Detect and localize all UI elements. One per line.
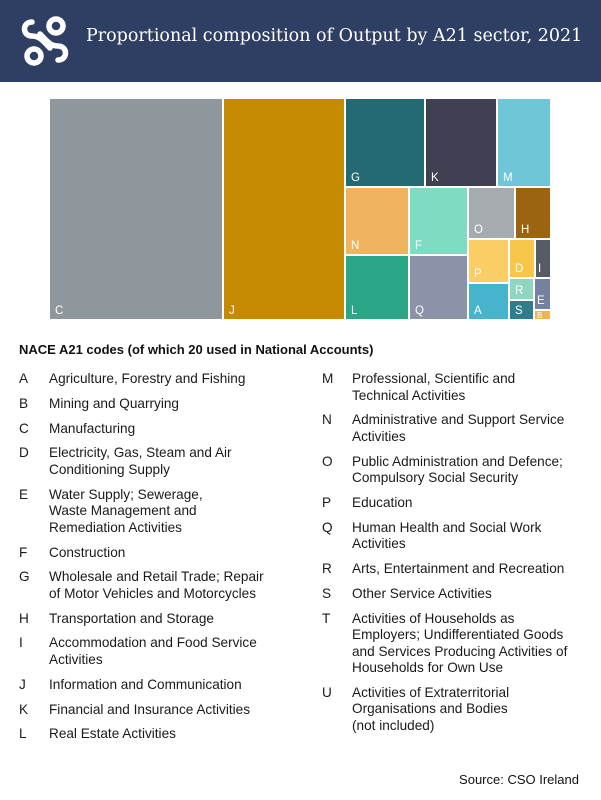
treemap-label-o: O (474, 224, 483, 236)
treemap-cell-d (510, 240, 534, 277)
treemap-label-s: S (515, 305, 523, 317)
treemap-label-l: L (351, 305, 358, 317)
legend-description: Other Service Activities (352, 585, 492, 601)
legend-code: G (19, 569, 30, 585)
legend-title: NACE A21 codes (of which 20 used in National Accounts) (19, 342, 374, 357)
legend-code: T (322, 610, 331, 626)
legend-code: R (322, 561, 332, 576)
treemap-cell-q (410, 256, 467, 319)
legend-code: I (19, 635, 23, 651)
treemap-cell-j (224, 99, 344, 319)
legend-description: Real Estate Activities (49, 726, 176, 742)
treemap-cell-p (469, 240, 508, 282)
treemap-cell-c (50, 99, 222, 319)
legend-description: Construction (49, 544, 126, 560)
legend-description: Accommodation and Food Service Activities (49, 635, 257, 667)
treemap-cell-e (535, 279, 550, 309)
chart-title: Proportional composition of Output by A21 sector, 2021 (86, 26, 583, 46)
treemap-cell-a (469, 284, 508, 319)
legend-description: Administrative and Support Service Activities (352, 412, 565, 444)
legend-code: A (19, 371, 29, 386)
legend-description: Financial and Insurance Activities (49, 701, 250, 717)
legend-code: M (322, 371, 334, 386)
legend-description: Electricity, Gas, Steam and Air Conditioning Supply (49, 445, 232, 477)
treemap-cell-f (410, 188, 467, 254)
treemap-cell-r (510, 279, 533, 299)
treemap-rect-c (50, 99, 222, 319)
legend-code: B (19, 395, 29, 411)
legend-code: J (19, 676, 26, 692)
legend-description: Activities of Households as Employers; Undifferentiated Goods and Services Producing Activities of Households for Own Use (352, 610, 568, 676)
treemap-label-f: F (415, 240, 423, 252)
legend-description: Agriculture, Forestry and Fishing (49, 371, 246, 386)
legend-code: O (322, 453, 333, 469)
treemap-cell-n (346, 188, 408, 254)
legend-code: N (322, 412, 332, 428)
legend-description: Wholesale and Retail Trade; Repair of Motor Vehicles and Motorcycles (49, 569, 264, 601)
legend-code: L (19, 726, 27, 742)
legend-code: E (19, 486, 29, 502)
treemap-label-k: K (431, 172, 439, 184)
treemap-label-q: Q (415, 305, 424, 317)
legend-description: Public Administration and Defence; Compulsory Social Security (352, 453, 563, 486)
legend-description: Activities of Extraterritorial Organisations and Bodies (not included) (352, 684, 510, 733)
treemap-label-r: R (515, 285, 524, 297)
treemap-label-a: A (474, 305, 482, 317)
treemap-label-b: B (537, 311, 543, 320)
treemap-label-m: M (503, 172, 513, 184)
legend-description: Information and Communication (49, 676, 242, 692)
treemap-cell-s (510, 301, 533, 319)
legend-code: P (322, 494, 332, 510)
legend-description: Transportation and Storage (49, 610, 214, 626)
treemap-label-p: P (474, 268, 482, 280)
treemap-cell-g (346, 99, 424, 186)
legend-code: S (322, 585, 332, 601)
treemap-label-e: E (537, 295, 545, 307)
treemap-cell-k (426, 99, 496, 186)
treemap-label-h: H (521, 224, 530, 236)
legend-code: Q (322, 519, 333, 535)
treemap-rect-j (224, 99, 344, 319)
treemap-cell-b (535, 311, 550, 320)
treemap-cell-o (469, 188, 514, 238)
treemap-cell-l (346, 256, 408, 319)
treemap-cell-m (498, 99, 550, 186)
legend-code: D (19, 445, 29, 461)
legend-description: Human Health and Social Work Activities (352, 519, 542, 552)
legend-code: F (19, 544, 28, 560)
treemap-label-c: C (55, 305, 64, 317)
treemap-cell-h (516, 188, 550, 238)
cso-logo-icon (18, 12, 72, 70)
legend-description: Water Supply; Sewerage, Waste Management and Remediation Activities (49, 486, 203, 535)
legend-description: Education (352, 494, 413, 510)
treemap-label-n: N (351, 240, 360, 252)
treemap-label-g: G (351, 172, 360, 184)
treemap-label-j: J (229, 305, 235, 317)
treemap-cell-i (536, 240, 550, 277)
treemap-chart (50, 99, 552, 321)
legend-code: K (19, 701, 29, 717)
source-note: Source: CSO Ireland (459, 772, 579, 787)
legend-description: Professional, Scientific and Technical Activities (352, 371, 516, 403)
treemap-label-i: I (538, 263, 542, 275)
legend-description: Mining and Quarrying (49, 395, 179, 411)
legend-code: H (19, 610, 29, 626)
legend-description: Manufacturing (49, 420, 136, 436)
treemap-label-d: D (515, 263, 524, 275)
legend-code: U (322, 684, 332, 700)
legend-description: Arts, Entertainment and Recreation (352, 561, 565, 576)
legend-code: C (19, 420, 29, 436)
header-bar (0, 0, 601, 82)
